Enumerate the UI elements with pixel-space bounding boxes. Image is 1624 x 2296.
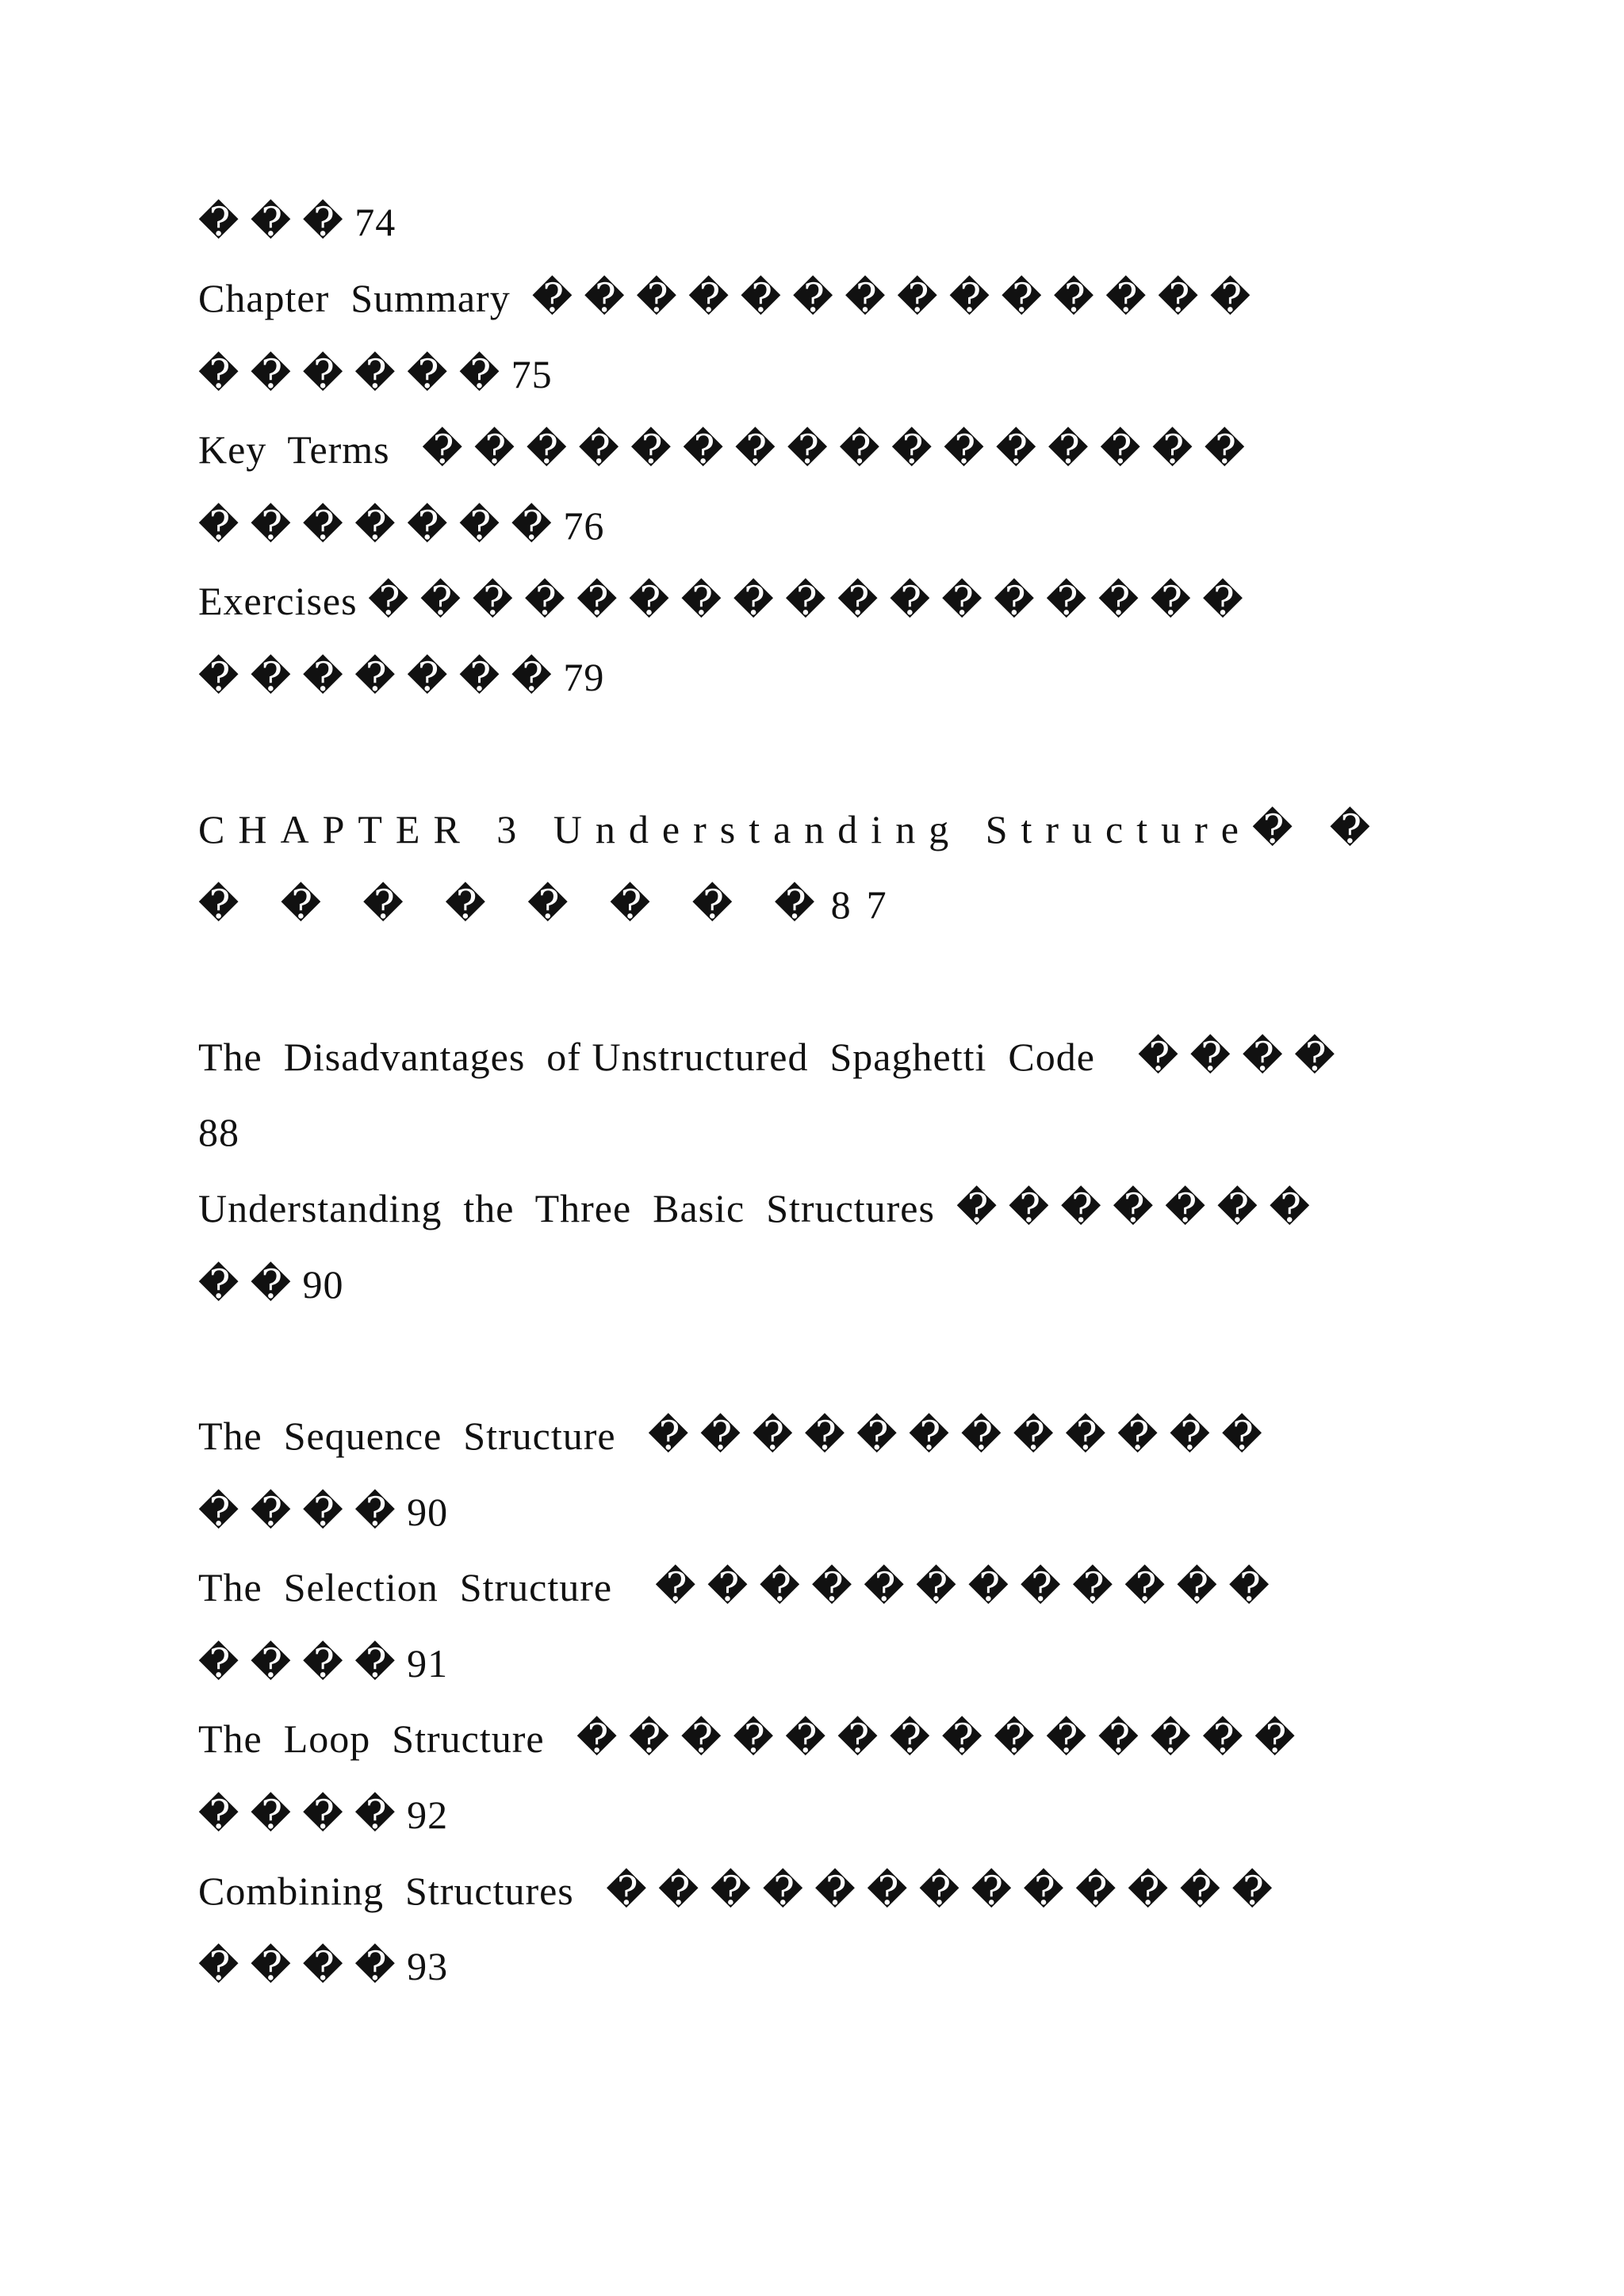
toc-line-continuation-92: � � � � 92 [198, 1793, 449, 1837]
toc-line-continuation-88: 88 [198, 1110, 239, 1154]
toc-line-continuation-75: � � � � � � 75 [198, 352, 553, 396]
toc-line-continuation-91: � � � � 91 [198, 1641, 449, 1686]
toc-entry-loop-structure: The Loop Structure � � � � � � � � � � � � � � [198, 1716, 1297, 1761]
toc-line-continuation-74: � � � 74 [198, 200, 396, 244]
toc-entry-combining-structures: Combining Structures � � � � � � � � � � � � � [198, 1869, 1274, 1913]
toc-chapter-3-heading: CHAPTER 3 Understanding Structure� � [198, 807, 1385, 851]
toc-line-continuation-79: � � � � � � � 79 [198, 655, 605, 699]
toc-line-continuation-90a: � � 90 [198, 1262, 344, 1307]
toc-chapter-3-page: � � � � � � � �87 [198, 882, 902, 927]
toc-entry-disadvantages-spaghetti-code: The Disadvantages of Unstructured Spaghetti Code � � � � [198, 1035, 1336, 1079]
toc-entry-key-terms: Key Terms � � � � � � � � � � � � � � � � [198, 427, 1246, 472]
toc-line-continuation-90b: � � � � 90 [198, 1490, 449, 1534]
toc-entry-selection-structure: The Selection Structure � � � � � � � � � � � � [198, 1565, 1270, 1609]
toc-line-continuation-93: � � � � 93 [198, 1944, 449, 1988]
toc-entry-exercises: Exercises � � � � � � � � � � � � � � � � � [198, 579, 1244, 623]
toc-entry-three-basic-structures: Understanding the Three Basic Structures � � � � � � � [198, 1186, 1311, 1230]
toc-line-continuation-76: � � � � � � � 76 [198, 503, 605, 548]
toc-entry-chapter-summary: Chapter Summary � � � � � � � � � � � � � � [198, 276, 1251, 320]
toc-entry-sequence-structure: The Sequence Structure � � � � � � � � � � � � [198, 1414, 1263, 1458]
